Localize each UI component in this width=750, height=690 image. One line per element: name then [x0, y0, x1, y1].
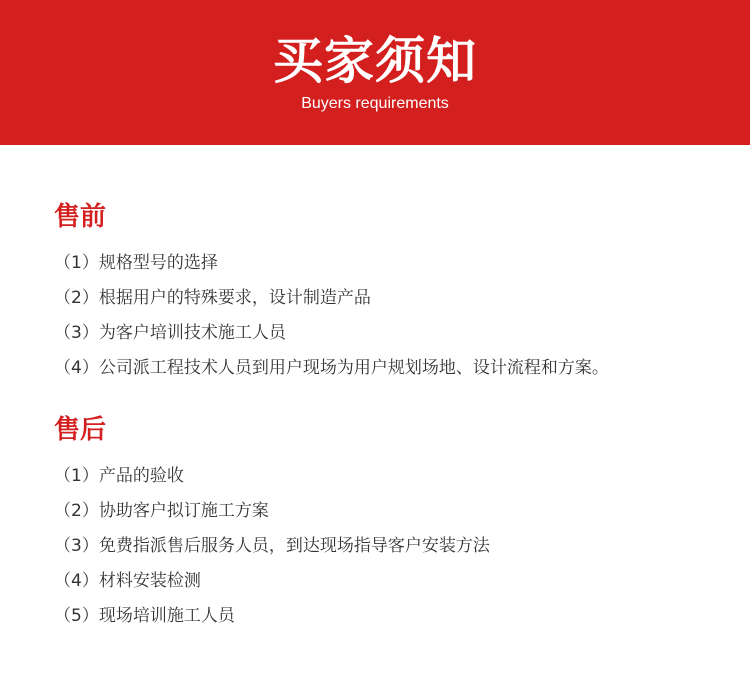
list-item: （4）材料安装检测 [54, 571, 201, 591]
pre-sale-list [54, 246, 720, 386]
list-item: （3）为客户培训技术施工人员 [54, 323, 286, 343]
page-subtitle: Buyers requirements [301, 95, 449, 112]
content-area [0, 200, 750, 634]
after-sale-list [54, 459, 720, 634]
list-item: （1）产品的验收 [54, 466, 184, 486]
after-sale-section [54, 413, 720, 634]
section-heading-after-sale: 售后 [54, 415, 107, 445]
list-item: （3）免费指派售后服务人员，到达现场指导客户安装方法 [54, 536, 490, 556]
header-banner [0, 0, 750, 145]
list-item: （2）协助客户拟订施工方案 [54, 501, 269, 521]
list-item: （1）规格型号的选择 [54, 253, 218, 273]
pre-sale-section [54, 200, 720, 386]
page-title: 买家须知 [273, 32, 477, 90]
section-heading-pre-sale: 售前 [54, 202, 107, 232]
list-item: （4）公司派工程技术人员到用户现场为用户规划场地、设计流程和方案。 [54, 358, 609, 378]
list-item: （5）现场培训施工人员 [54, 606, 235, 626]
list-item: （2）根据用户的特殊要求，设计制造产品 [54, 288, 371, 308]
